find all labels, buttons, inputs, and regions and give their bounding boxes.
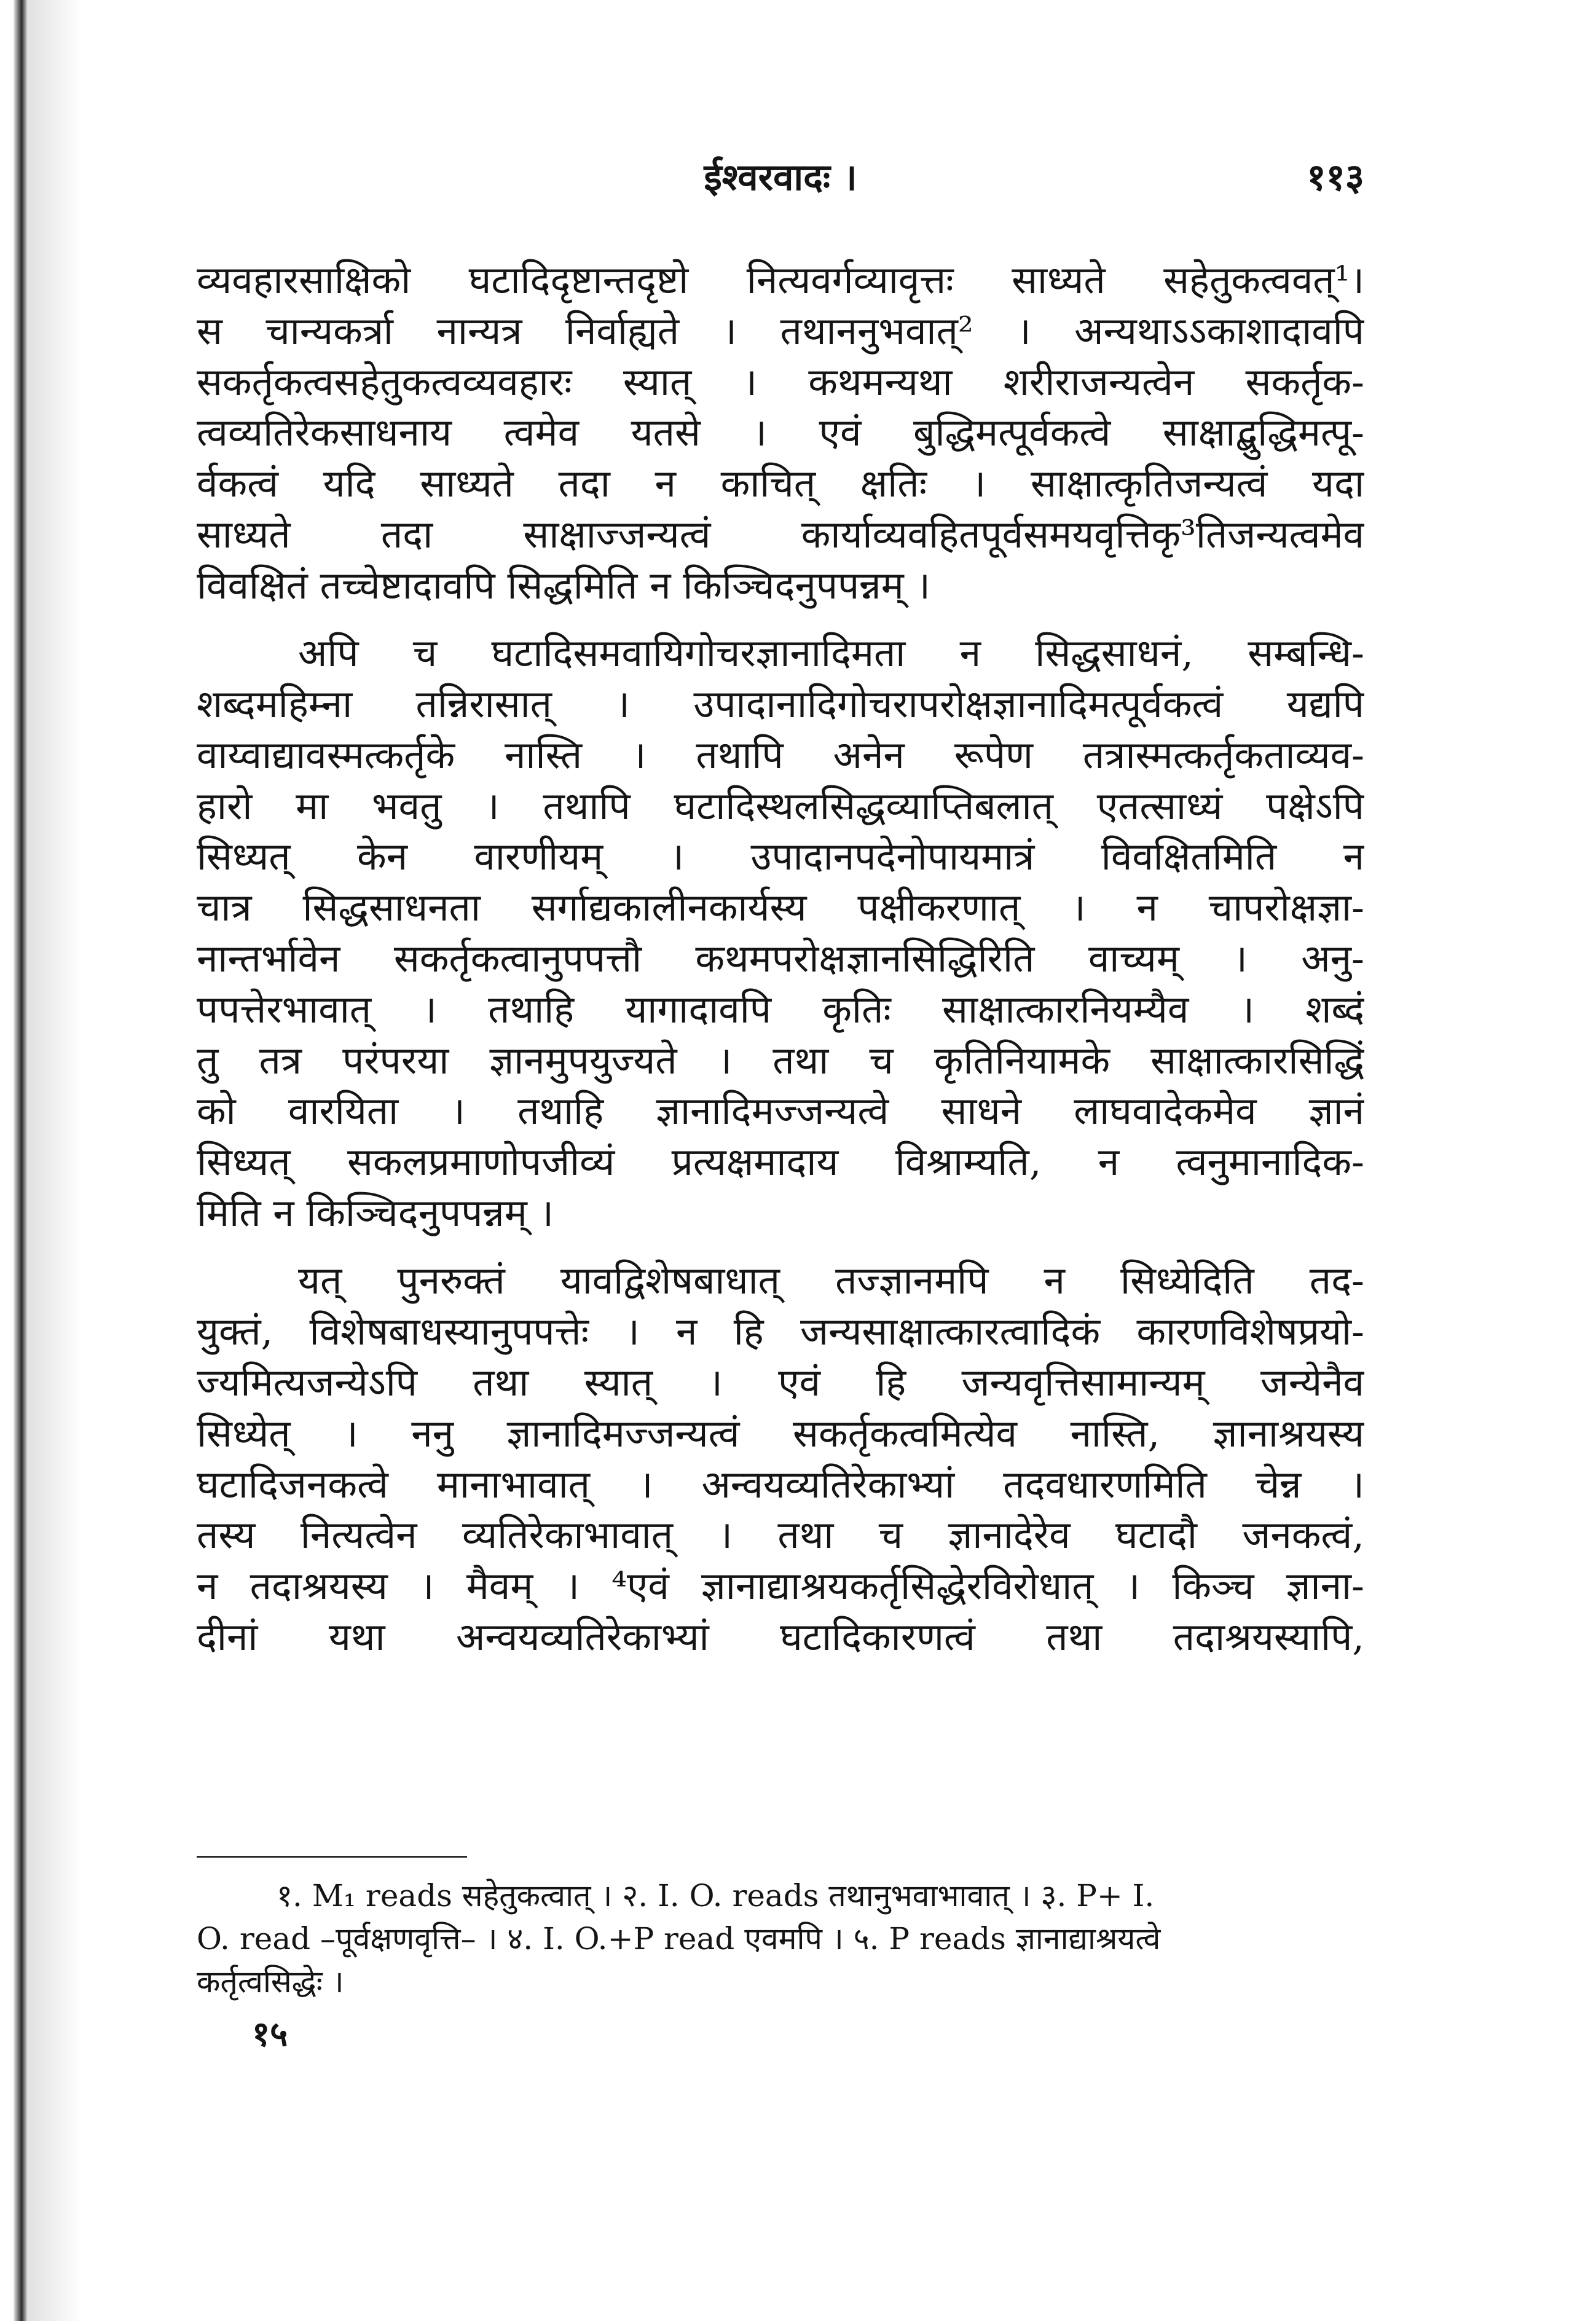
text-line: सिध्यत् सकलप्रमाणोपजीव्यं प्रत्यक्षमादाय विश्राम्यति, न त्वनुमानादिक- <box>197 1139 1364 1185</box>
text-line: को वारयिता । तथाहि ज्ञानादिमज्जन्यत्वे साधने लाघवादेकमेव ज्ञानं <box>197 1088 1364 1134</box>
text-line: यत् पुनरुक्तं यावद्विशेषबाधात् तज्ज्ञानमपि न सिध्येदिति तद- <box>298 1258 1364 1303</box>
text-line: युक्तं, विशेषबाधस्यानुपपत्तेः । न हि जन्यसाक्षात्कारत्वादिकं कारणविशेषप्रयो- <box>197 1309 1364 1354</box>
footnote-line: १. M₁ reads सहेतुकत्वात् । २. I. O. reads तथानुभवाभावात् । ३. P+ I. <box>277 1878 1155 1914</box>
text-line: न तदाश्रयस्य । मैवम् । ⁴एवं ज्ञानाद्याश्रयकर्तृसिद्धेरविरोधात् । किञ्च ज्ञाना- <box>197 1563 1364 1609</box>
spine-shadow <box>27 0 82 2321</box>
text-line: हारो मा भवतु । तथापि घटादिस्थलसिद्धव्याप्तिबलात् एतत्साध्यं पक्षेऽपि <box>197 783 1364 828</box>
text-line: चात्र सिद्धसाधनता सर्गाद्यकालीनकार्यस्य पक्षीकरणात् । न चापरोक्षज्ञा- <box>197 885 1364 930</box>
footnote-line: कर्तृत्वसिद्धेः । <box>197 1964 344 2000</box>
text-line: अपि च घटादिसमवायिगोचरज्ञानादिमता न सिद्धसाधनं, सम्बन्धि- <box>298 630 1364 676</box>
page-header <box>197 144 1364 212</box>
text-line: व्यवहारसाक्षिको घटादिदृष्टान्तदृष्टो नित्यवर्गव्यावृत्तः साध्यते सहेतुकत्ववत्¹। <box>197 257 1364 302</box>
text-line: वाय्वाद्यावस्मत्कर्तृके नास्ति । तथापि अनेन रूपेण तत्रास्मत्कर्तृकताव्यव- <box>197 732 1364 777</box>
text-line: स चान्यकर्त्रा नान्यत्र निर्वाह्यते । तथाननुभवात्² । अन्यथाऽऽकाशादावपि <box>197 308 1364 353</box>
text-line: सकर्तृकत्वसहेतुकत्वव्यवहारः स्यात् । कथमन्यथा शरीराजन्यत्वेन सकर्तृक- <box>197 359 1364 404</box>
signature-mark: १५ <box>252 2014 288 2054</box>
text-line: त्वव्यतिरेकसाधनाय त्वमेव यतसे । एवं बुद्धिमत्पूर्वकत्वे साक्षाद्बुद्धिमत्पू- <box>197 410 1364 455</box>
text-line: विवक्षितं तच्चेष्टादावपि सिद्धमिति न किञ्चिदनुपपन्नम् । <box>197 562 930 608</box>
book-spine-edge <box>14 0 27 2321</box>
text-line: पपत्तेरभावात् । तथाहि यागादावपि कृतिः साक्षात्कारनियम्यैव । शब्दं <box>197 986 1364 1032</box>
text-line: नान्तर्भावेन सकर्तृकत्वानुपपत्तौ कथमपरोक्षज्ञानसिद्धिरिति वाच्यम् । अनु- <box>197 936 1364 981</box>
text-line: तु तत्र परंपरया ज्ञानमुपयुज्यते । तथा च कृतिनियामके साक्षात्कारसिद्धिं <box>197 1037 1364 1083</box>
footnote-line: O. read –पूर्वक्षणवृत्ति– । ४. I. O.+P read एवमपि । ५. P reads ज्ञानाद्याश्रयत्वे <box>197 1921 1161 1957</box>
text-line: घटादिजनकत्वे मानाभावात् । अन्वयव्यतिरेकाभ्यां तदवधारणमिति चेन्न । <box>197 1461 1364 1507</box>
text-line: दीनां यथा अन्वयव्यतिरेकाभ्यां घटादिकारणत्वं तथा तदाश्रयस्यापि, <box>197 1614 1364 1659</box>
text-line: र्वकत्वं यदि साध्यते तदा न काचित् क्षतिः । साक्षात्कृतिजन्यत्वं यदा <box>197 461 1364 506</box>
text-line: मिति न किञ्चिदनुपपन्नम् । <box>197 1190 554 1235</box>
running-title: ईश्वरवादः । <box>704 156 857 199</box>
footnote-rule <box>197 1856 467 1858</box>
text-line: साध्यते तदा साक्षाज्जन्यत्वं कार्याव्यवहितपूर्वसमयवृत्तिकृ³तिजन्यत्वमेव <box>197 512 1364 557</box>
text-line: तस्य नित्यत्वेन व्यतिरेकाभावात् । तथा च ज्ञानादेरेव घटादौ जनकत्वं, <box>197 1512 1364 1558</box>
text-line: सिध्यत् केन वारणीयम् । उपादानपदेनोपायमात्रं विवक्षितमिति न <box>197 834 1364 879</box>
text-line: सिध्येत् । ननु ज्ञानादिमज्जन्यत्वं सकर्तृकत्वमित्येव नास्ति, ज्ञानाश्रयस्य <box>197 1410 1364 1456</box>
text-line: ज्यमित्यजन्येऽपि तथा स्यात् । एवं हि जन्यवृत्तिसामान्यम् जन्येनैव <box>197 1360 1364 1405</box>
text-line: शब्दमहिम्ना तन्निरासात् । उपादानादिगोचरापरोक्षज्ञानादिमत्पूर्वकत्वं यद्यपि <box>197 681 1364 726</box>
page-number: ११३ <box>1307 156 1364 199</box>
